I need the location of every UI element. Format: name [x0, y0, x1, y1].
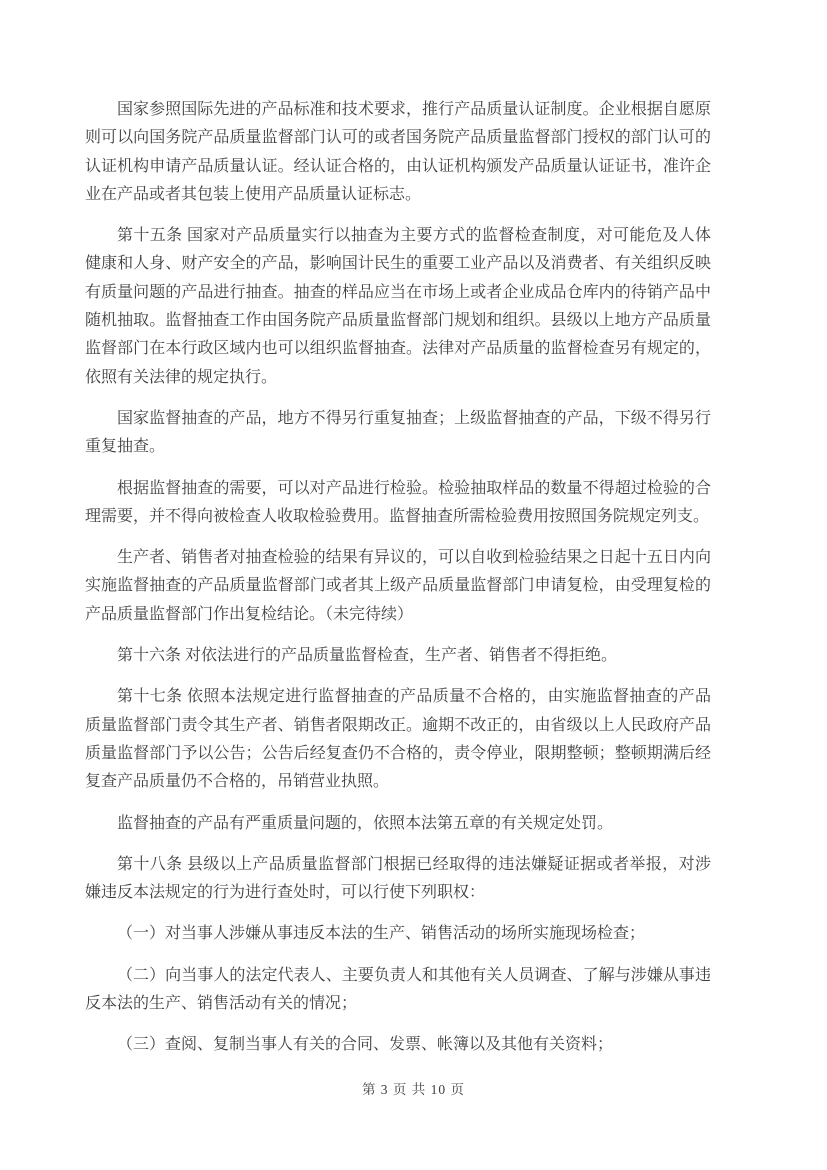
paragraph: 国家监督抽查的产品，地方不得另行重复抽查；上级监督抽查的产品，下级不得另行重复抽查。 [85, 409, 711, 456]
paragraph: （一）对当事人涉嫌从事违反本法的生产、销售活动的场所实施现场检查； [117, 925, 646, 943]
paragraph: 第十五条 国家对产品质量实行以抽查为主要方式的监督检查制度，对可能危及人体健康和人身、财产安全的产品，影响国计民生的重要工业产品以及消费者、有关组织反映有质量问题的产品进行抽查。抽查的样品应当在市场上或者企业成品仓库内的待销产品中随机抽取。监督抽查工作由国务院产品质量监督部门规划和组织。县级以上地方产品质量监督部门在本行政区域内也可以组织监督抽查。法律对产品质量的监督检查另有规定的，依照有关法律的规定执行。 [85, 227, 711, 386]
paragraph: （三）查阅、复制当事人有关的合同、发票、帐簿以及其他有关资料； [117, 1036, 614, 1054]
paragraph: 根据监督抽查的需要，可以对产品进行检验。检验抽取样品的数量不得超过检验的合理需要，并不得向被检查人收取检验费用。监督抽查所需检验费用按照国务院规定列支。 [85, 479, 711, 525]
paragraph: 国家参照国际先进的产品标准和技术要求，推行产品质量认证制度。企业根据自愿原则可以向国务院产品质量监督部门认可的或者国务院产品质量监督部门授权的部门认可的认证机构申请产品质量认证。经认证合格的，由认证机构颁发产品质量认证证书，准许企业在产品或者其包装上使用产品质量认证标志。 [85, 101, 711, 203]
paragraph: 监督抽查的产品有严重质量问题的，依照本法第五章的有关规定处罚。 [117, 814, 614, 832]
paragraph: 第十八条 县级以上产品质量监督部门根据已经取得的违法嫌疑证据或者举报，对涉嫌违反本法规定的行为进行查处时，可以行使下列职权： [85, 855, 711, 902]
paragraph: （二）向当事人的法定代表人、主要负责人和其他有关人员调查、了解与涉嫌从事违反本法的生产、销售活动有关的情况； [85, 966, 711, 1013]
document-body [85, 96, 711, 1073]
page-number-label: 第 3 页 共 10 页 [361, 1082, 466, 1097]
paragraph: 生产者、销售者对抽查检验的结果有异议的，可以自收到检验结果之日起十五日内向实施监督抽查的产品质量监督部门或者其上级产品质量监督部门申请复检，由受理复检的产品质量监督部门作出复检结论。（未完待续） [85, 549, 711, 623]
page-footer [0, 1080, 827, 1100]
paragraph: 第十六条 对依法进行的产品质量监督检查，生产者、销售者不得拒绝。 [117, 647, 618, 665]
paragraph: 第十七条 依照本法规定进行监督抽查的产品质量不合格的，由实施监督抽查的产品质量监督部门责令其生产者、销售者限期改正。逾期不改正的，由省级以上人民政府产品质量监督部门予以公告；公告后经复查仍不合格的，责令停业，限期整顿；整顿期满后经复查产品质量仍不合格的，吊销营业执照。 [85, 688, 711, 791]
